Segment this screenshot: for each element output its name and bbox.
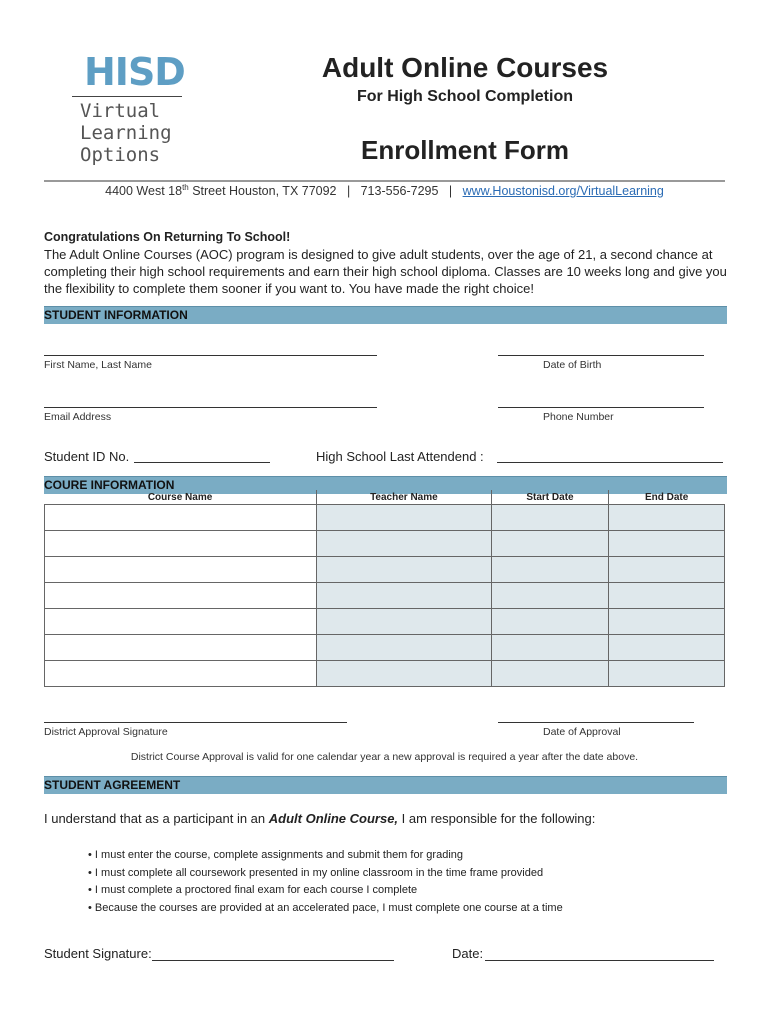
student-id-field[interactable] (134, 462, 270, 463)
teacher-name-cell[interactable] (316, 531, 492, 557)
page-subtitle: For High School Completion (357, 88, 573, 105)
phone-field[interactable] (498, 407, 704, 408)
approval-date-field[interactable] (498, 722, 694, 723)
phone: 713-556-7295 (360, 184, 439, 199)
high-school-field[interactable] (497, 462, 723, 463)
end-date-cell[interactable] (608, 635, 724, 661)
name-field[interactable] (44, 355, 377, 356)
course-name-cell[interactable] (45, 661, 317, 687)
approval-date-label: Date of Approval (543, 726, 621, 738)
table-row (45, 609, 725, 635)
teacher-name-cell[interactable] (316, 635, 492, 661)
table-row (45, 557, 725, 583)
student-date-field[interactable] (485, 960, 714, 961)
logo-subtitle (80, 100, 172, 166)
start-date-cell[interactable] (492, 583, 609, 609)
approval-signature-field[interactable] (44, 722, 347, 723)
intro-paragraph: The Adult Online Courses (AOC) program is designed to give adult students, over the age of 21, a second chance at completing their high school requirements and earn their high school diploma. Classes are 10 weeks long and give you the flexibility to complete them sooner if you want to. You have made the right choice! (44, 247, 727, 296)
name-label: First Name, Last Name (44, 359, 152, 371)
student-date-label: Date: (452, 946, 484, 961)
logo-sub-options: Options (80, 144, 161, 166)
end-date-cell[interactable] (608, 583, 724, 609)
start-date-cell[interactable] (492, 505, 609, 531)
table-row (45, 505, 725, 531)
col-course-name: Course Name (45, 490, 317, 505)
student-info-header: STUDENT INFORMATION (44, 306, 727, 324)
course-name-cell[interactable] (45, 557, 317, 583)
teacher-name-cell[interactable] (316, 557, 492, 583)
header-divider (44, 180, 725, 182)
end-date-cell[interactable] (608, 609, 724, 635)
teacher-name-cell[interactable] (316, 609, 492, 635)
list-item: • I must enter the course, complete assignments and submit them for grading (88, 849, 463, 861)
teacher-name-cell[interactable] (316, 505, 492, 531)
approval-note: District Course Approval is valid for one calendar year a new approval is required a year after the date above. (130, 751, 639, 763)
separator: | (346, 184, 351, 199)
agreement-list (88, 847, 563, 917)
teacher-name-cell[interactable] (316, 583, 492, 609)
website-link[interactable]: www.Houstonisd.org/VirtualLearning (462, 184, 664, 199)
course-name-cell[interactable] (45, 635, 317, 661)
start-date-cell[interactable] (492, 661, 609, 687)
dob-label: Date of Birth (543, 359, 602, 371)
start-date-cell[interactable] (492, 635, 609, 661)
list-item: • Because the courses are provided at an accelerated pace, I must complete one course at a time (88, 901, 563, 914)
start-date-cell[interactable] (492, 531, 609, 557)
logo-sub-learning: Learning (80, 122, 172, 144)
student-signature-label: Student Signature: (44, 946, 152, 961)
course-name-cell[interactable] (45, 583, 317, 609)
teacher-name-cell[interactable] (316, 661, 492, 687)
course-name-cell[interactable] (45, 609, 317, 635)
list-item: • I must complete all coursework presented in my online classroom in the time frame provided (88, 866, 544, 879)
student-id-label: Student ID No. (44, 449, 130, 464)
table-row (45, 583, 725, 609)
col-end-date: End Date (644, 491, 689, 503)
form-title: Enrollment Form (360, 135, 569, 165)
approval-signature-label: District Approval Signature (44, 726, 168, 738)
contact-line (44, 183, 725, 198)
end-date-cell[interactable] (608, 505, 724, 531)
end-date-cell[interactable] (608, 557, 724, 583)
col-teacher-name: Teacher Name (316, 490, 492, 505)
email-label: Email Address (44, 411, 112, 423)
agreement-header: STUDENT AGREEMENT (44, 776, 727, 794)
course-info-header: COURE INFORMATION (44, 476, 727, 494)
end-date-cell[interactable] (608, 531, 724, 557)
logo-sub-virtual: Virtual (80, 100, 161, 122)
logo-hisd: HISD (84, 50, 185, 94)
table-row (45, 531, 725, 557)
congrats-heading: Congratulations On Returning To School! (44, 230, 291, 244)
col-start-date: Start Date (492, 490, 609, 505)
logo-divider (72, 96, 182, 97)
table-row (45, 635, 725, 661)
course-name-cell[interactable] (45, 505, 317, 531)
email-field[interactable] (44, 407, 377, 408)
phone-label: Phone Number (543, 411, 614, 423)
start-date-cell[interactable] (492, 557, 609, 583)
table-row (45, 661, 725, 687)
course-name-cell[interactable] (45, 531, 317, 557)
address: 4400 West 18th Street Houston, TX 77092 (105, 183, 337, 199)
student-signature-field[interactable] (152, 960, 394, 961)
dob-field[interactable] (498, 355, 704, 356)
start-date-cell[interactable] (492, 609, 609, 635)
separator: | (448, 184, 453, 199)
agreement-lead: I understand that as a participant in an Adult Online Course, I am responsible for the following: (44, 811, 596, 826)
course-table (44, 490, 725, 687)
end-date-cell[interactable] (608, 661, 724, 687)
page-title: Adult Online Courses (321, 52, 609, 83)
course-table-header (45, 490, 725, 505)
high-school-label: High School Last Attendend : (316, 449, 484, 464)
list-item: • I must complete a proctored final exam for each course I complete (88, 884, 418, 896)
